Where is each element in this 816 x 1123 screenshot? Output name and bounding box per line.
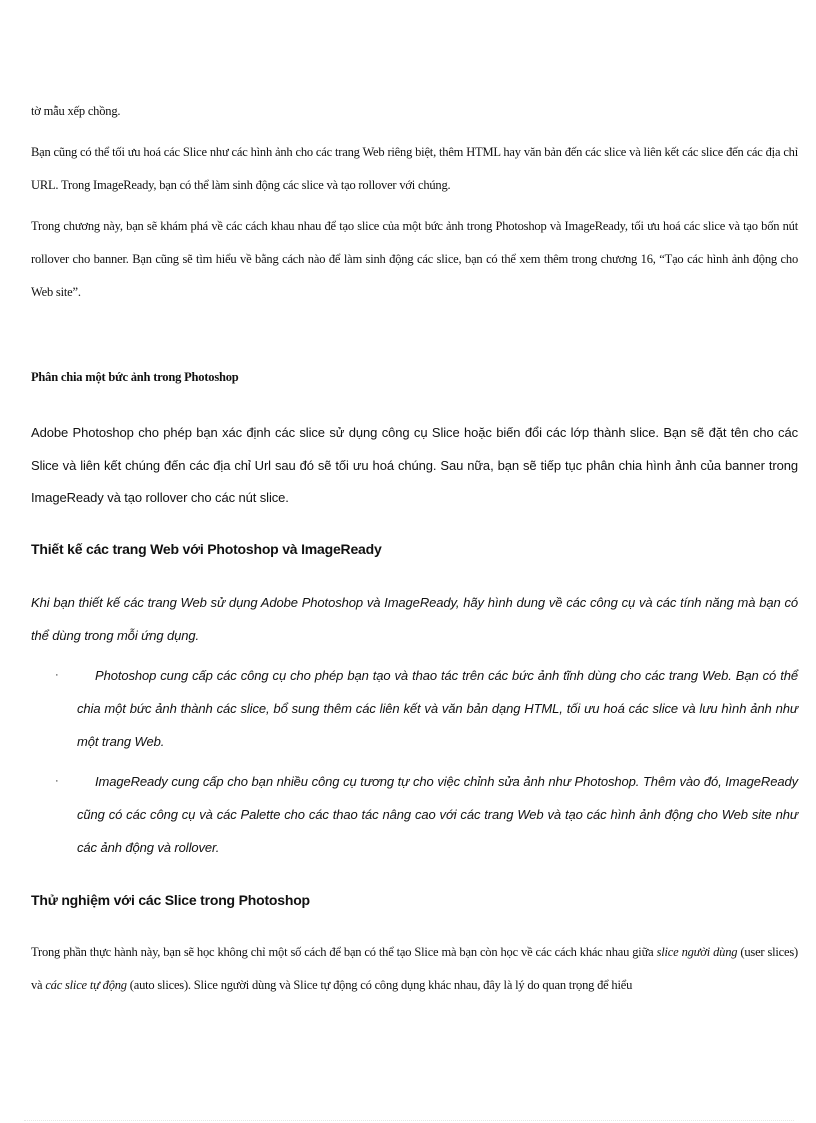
body-text: (user slices) và — [31, 945, 798, 992]
section-heading-slice-test: Thử nghiệm với các Slice trong Photoshop — [31, 892, 310, 908]
bullet-marker: · — [55, 775, 59, 787]
paragraph-continuation: tờ mẫu xếp chồng. — [31, 104, 121, 118]
page-bottom-divider — [24, 1120, 794, 1121]
paragraph-slicing-intro: Adobe Photoshop cho phép bạn xác định các slice sử dụng công cụ Slice hoặc biến đổi các lớp thành slice. Bạn sẽ đặt tên cho các Slice và liên kết chúng đến các địa chỉ Url sau đó sẽ tối ưu hoá chúng. Sau nữa, bạn sẽ tiếp tục phân chia hình ảnh của banner trong ImageReady và tạo rollover cho các nút slice. — [31, 425, 798, 505]
bullet-text-imageready: ImageReady cung cấp cho bạn nhiều công cụ tương tự cho việc chỉnh sửa ảnh như Photoshop. Thêm vào đó, ImageReady cũng có các công cụ và các Palette cho các thao tác nâng cao với các trang Web và tạo các hình ảnh động cho Web site như các ảnh động và rollover. — [77, 774, 798, 855]
term-auto-slices: các slice tự động — [45, 978, 127, 992]
body-text: Trong phần thực hành này, bạn sẽ học không chỉ một số cách để bạn có thể tạo Slice mà bạn còn học về các cách khác nhau giữa — [31, 945, 657, 959]
section-heading-web-design: Thiết kế các trang Web với Photoshop và ImageReady — [31, 541, 382, 557]
body-text: (auto slices). Slice người dùng và Slice tự động có công dụng khác nhau, đây là lý do quan trọng để hiểu — [126, 978, 633, 992]
bullet-text-photoshop: Photoshop cung cấp các công cụ cho phép bạn tạo và thao tác trên các bức ảnh tĩnh dùng cho các trang Web. Bạn có thể chia một bức ảnh thành các slice, bổ sung thêm các liên kết và văn bản dạng HTML, tối ưu hoá các slice và lưu hình ảnh như một trang Web. — [77, 668, 798, 749]
paragraph-web-design-intro: Khi bạn thiết kế các trang Web sử dụng Adobe Photoshop và ImageReady, hãy hình dung về các công cụ và các tính năng mà bạn có thể dùng trong mỗi ứng dụng. — [31, 595, 798, 643]
paragraph-slice-test — [31, 936, 798, 1002]
term-user-slices: slice người dùng — [656, 945, 738, 959]
paragraph-slice-optimization: Bạn cũng có thể tối ưu hoá các Slice như các hình ảnh cho các trang Web riêng biệt, thêm HTML hay văn bản đến các slice và liên kết các slice đến các địa chỉ URL. Trong ImageReady, bạn có thể làm sinh động các slice và tạo rollover với chúng. — [31, 145, 798, 192]
section-heading-slicing: Phân chia một bức ảnh trong Photoshop — [31, 370, 239, 384]
list-item — [31, 659, 798, 758]
bullet-marker: · — [55, 669, 59, 681]
list-item — [31, 765, 798, 864]
paragraph-chapter-overview: Trong chương này, bạn sẽ khám phá về các cách khau nhau để tạo slice của một bức ảnh trong Photoshop và ImageReady, tối ưu hoá các slice và tạo bốn nút rollover cho banner. Bạn cũng sẽ tìm hiểu về bằng cách nào để làm sinh động các slice, bạn có thể xem thêm trong chương 16, “Tạo các hình ảnh động cho Web site”. — [31, 219, 798, 299]
